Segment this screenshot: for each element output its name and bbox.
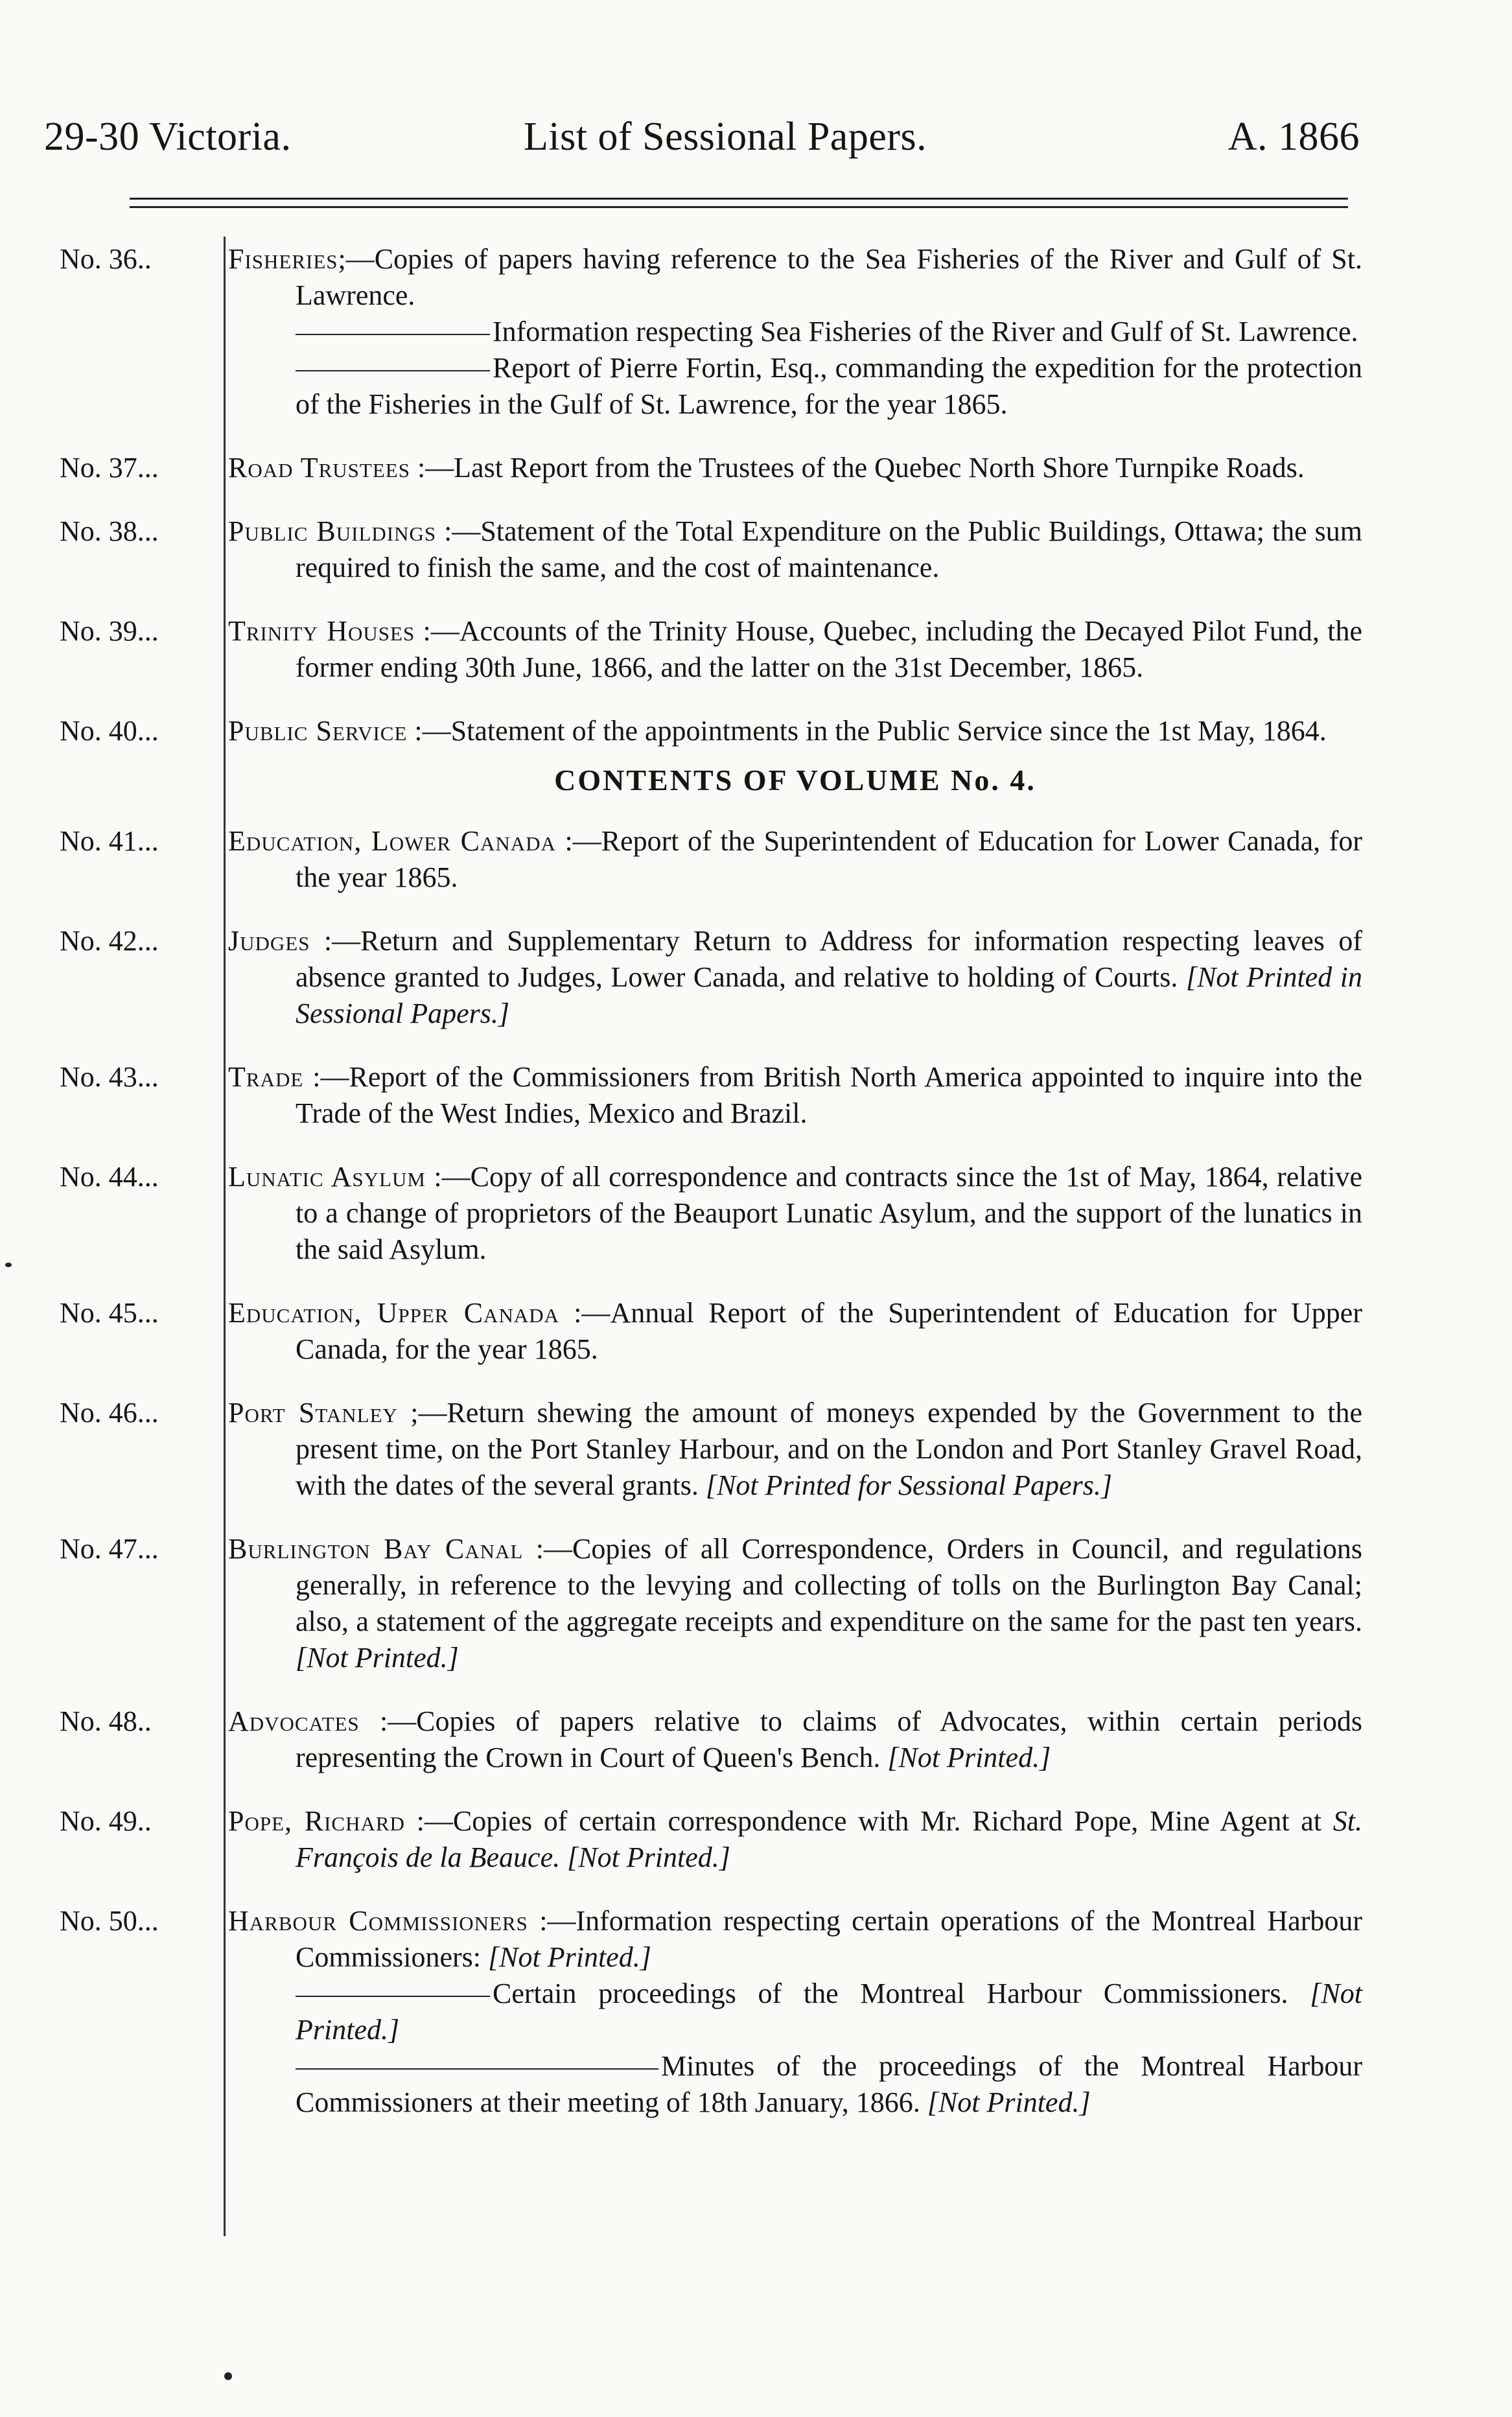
paper-title: Burlington Bay Canal	[228, 1533, 524, 1565]
paper-number: No. 36..	[60, 243, 152, 275]
section-heading: CONTENTS OF VOLUME No. 4.	[554, 764, 1036, 797]
list-item	[60, 1703, 1362, 1776]
paper-description: :—Report of the Commissioners from British North America appointed to inquire into the Trade of the West Indies, Mexico and Brazil.	[296, 1061, 1362, 1129]
paper-number: No. 42...	[60, 925, 159, 957]
paper-description: :—Return and Supplementary Return to Address for information respecting leaves of absence granted to Judges, Lower Canada, and relative to holding of Courts.	[296, 925, 1362, 993]
paper-description: :—Annual Report of the Superintendent of Education for Upper Canada, for the year 1865.	[296, 1297, 1362, 1365]
list-item	[60, 450, 1362, 486]
header-rule-top	[130, 198, 1348, 200]
paper-number: No. 41...	[60, 825, 159, 857]
paper-number: No. 50...	[60, 1905, 159, 1937]
list-item	[60, 1531, 1362, 1676]
header-title: List of Sessional Papers.	[524, 115, 927, 159]
paper-description: :—Copies of certain correspondence with Mr. Richard Pope, Mine Agent at	[404, 1805, 1333, 1837]
paper-title: Road Trustees	[228, 452, 410, 484]
not-printed-note: [Not Printed.]	[887, 1742, 1051, 1773]
paper-number: No. 44...	[60, 1161, 159, 1193]
paper-title: Judges	[228, 925, 310, 957]
paper-number: No. 39...	[60, 615, 159, 647]
paper-number: No. 47...	[60, 1533, 159, 1565]
paper-number: No. 43...	[60, 1061, 159, 1093]
ink-speck	[5, 1263, 12, 1267]
header-year: A. 1866	[1227, 115, 1360, 159]
list-item	[60, 923, 1362, 1032]
not-printed-note: [Not Printed for Sessional Papers.]	[705, 1469, 1112, 1501]
not-printed-note: [Not Printed.]	[567, 1841, 730, 1873]
ditto-dash	[296, 370, 490, 371]
paper-number: No. 49..	[60, 1805, 152, 1837]
paper-description: :—Copies of papers relative to claims of Advocates, within certain periods representing the Crown in Court of Queen's Bench.	[296, 1705, 1362, 1773]
not-printed-note: [Not Printed in Sessional Papers.]	[296, 961, 1362, 1029]
paper-description: ;—Return shewing the amount of moneys expended by the Government to the present time, on the Port Stanley Harbour, and on the London and Port Stanley Gravel Road, with the dates of the several grants.	[296, 1397, 1362, 1501]
list-item	[60, 713, 1362, 749]
ink-speck	[224, 2372, 232, 2380]
paper-description: :—Statement of the Total Expenditure on the Public Buildings, Ottawa; the sum required to finish the same, and the cost of maintenance.	[296, 515, 1362, 583]
paper-description: :—Copies of all Correspondence, Orders in Council, and regulations generally, in reference to the levying and collecting of tolls on the Burlington Bay Canal; also, a statement of the aggregate receipts and expenditure on the same for the past ten years.	[296, 1533, 1362, 1637]
list-item	[60, 1903, 1362, 2121]
paper-title: Port Stanley	[228, 1397, 398, 1429]
list-item	[60, 513, 1362, 586]
paper-continuation: Certain proceedings of the Montreal Harbour Commissioners.	[493, 1978, 1310, 2009]
paper-continuation: Minutes of the proceedings of the Montreal Harbour Commissioners at their meeting of 18th January, 1866.	[296, 2050, 1362, 2118]
paper-title: Education, Upper Canada	[228, 1297, 559, 1329]
paper-description: :—Statement of the appointments in the Public Service since the 1st May, 1864.	[407, 715, 1327, 747]
not-printed-note: [Not Printed.]	[296, 1642, 459, 1674]
paper-number: No. 40...	[60, 715, 159, 747]
paper-description: :—Last Report from the Trustees of the Quebec North Shore Turnpike Roads.	[410, 452, 1305, 484]
list-item	[60, 823, 1362, 896]
place-name: St. François de la Beauce.	[296, 1805, 1362, 1873]
paper-description: ;—Copies of papers having reference to the Sea Fisheries of the River and Gulf of St. Lawrence.	[296, 243, 1362, 311]
ditto-dash	[296, 2068, 658, 2070]
paper-title: Trade	[228, 1061, 304, 1093]
paper-description: :—Report of the Superintendent of Education for Lower Canada, for the year 1865.	[296, 825, 1363, 893]
ditto-dash	[296, 1996, 490, 1997]
header-rule-bottom	[130, 206, 1348, 208]
paper-title: Public Buildings	[228, 515, 437, 547]
paper-title: Pope, Richard	[228, 1805, 405, 1837]
paper-number: No. 46...	[60, 1397, 159, 1429]
paper-continuation: Information respecting Sea Fisheries of the River and Gulf of St. Lawrence.	[493, 316, 1358, 347]
list-item	[60, 241, 1362, 423]
not-printed-note: [Not Printed.]	[296, 1978, 1362, 2046]
paper-title: Fisheries	[228, 243, 338, 275]
paper-description: :—Copy of all correspondence and contracts since the 1st of May, 1864, relative to a change of proprietors of the Beauport Lunatic Asylum, and the support of the lunatics in the said Asylum.	[296, 1161, 1362, 1265]
not-printed-note: [Not Printed.]	[488, 1941, 651, 1973]
papers-list	[60, 241, 1362, 2148]
paper-title: Education, Lower Canada	[228, 825, 556, 857]
list-item	[60, 613, 1362, 686]
header-session: 29-30 Victoria.	[44, 115, 292, 159]
paper-description: :—Accounts of the Trinity House, Quebec, including the Decayed Pilot Fund, the former ending 30th June, 1866, and the latter on the 31st December, 1865.	[296, 615, 1362, 683]
paper-title: Public Service	[228, 715, 408, 747]
list-item	[60, 1295, 1362, 1368]
paper-number: No. 37...	[60, 452, 159, 484]
paper-title: Harbour Commissioners	[228, 1905, 528, 1937]
paper-continuation: Report of Pierre Fortin, Esq., commanding the expedition for the protection of the Fisheries in the Gulf of St. Lawrence, for the year 1865.	[296, 352, 1362, 420]
list-item	[60, 1159, 1362, 1268]
list-item	[60, 1395, 1362, 1504]
list-item	[60, 1803, 1362, 1876]
running-header	[44, 114, 1360, 179]
paper-title: Advocates	[228, 1705, 360, 1737]
paper-number: No. 38...	[60, 515, 159, 547]
paper-description: :—Information respecting certain operations of the Montreal Harbour Commissioners:	[296, 1905, 1363, 1973]
paper-number: No. 45...	[60, 1297, 159, 1329]
paper-number: No. 48..	[60, 1705, 152, 1737]
ditto-dash	[296, 334, 490, 335]
not-printed-note: [Not Printed.]	[927, 2086, 1091, 2118]
list-item	[60, 1059, 1362, 1132]
paper-title: Lunatic Asylum	[228, 1161, 426, 1193]
paper-title: Trinity Houses	[228, 615, 415, 647]
